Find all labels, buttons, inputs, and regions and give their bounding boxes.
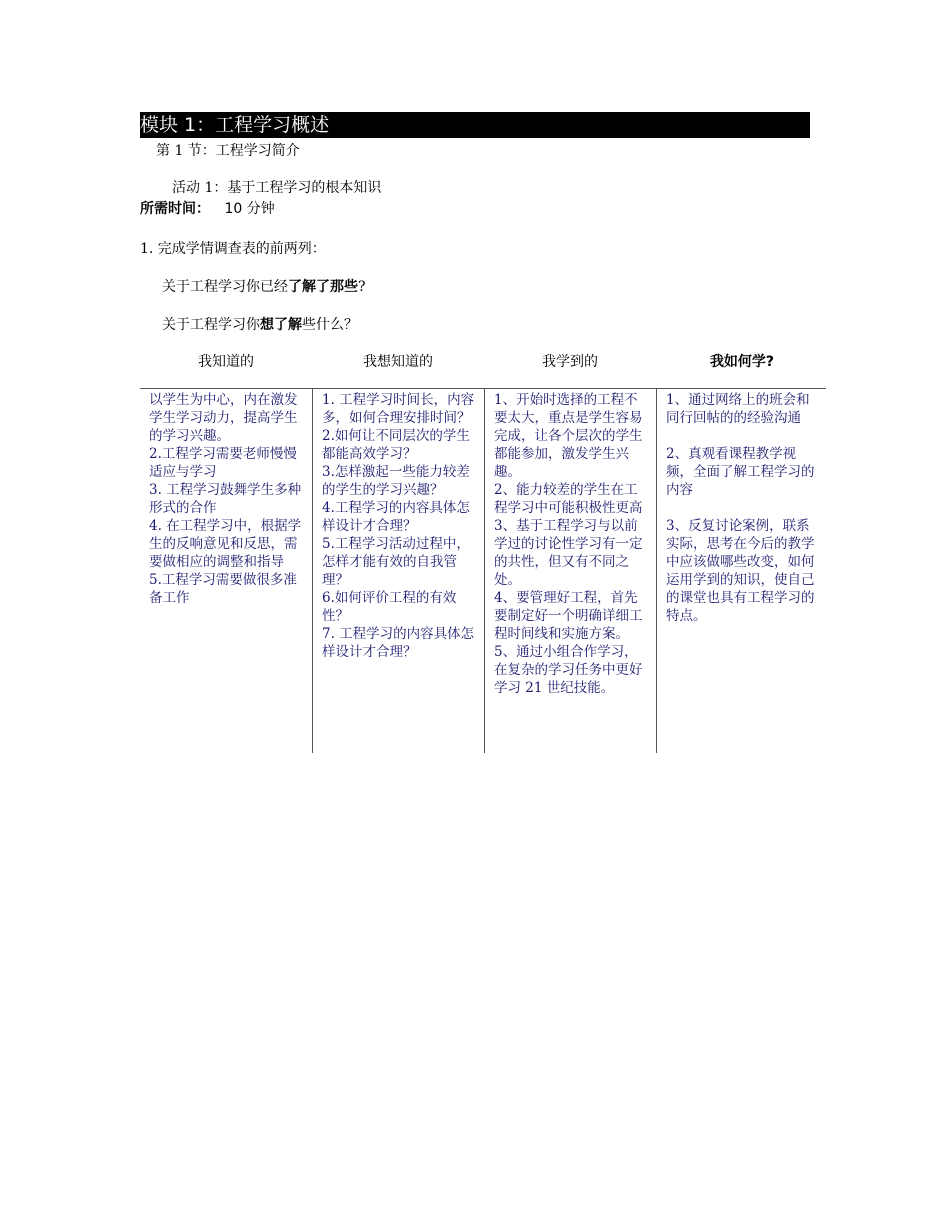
prompt-want-emphasis: 想了解 xyxy=(260,317,302,333)
list-item: 6.如何评价工程的有效性？ xyxy=(322,590,457,624)
activity-title: 活动 1：基于工程学习的根本知识 xyxy=(172,180,382,196)
list-item: 3.怎样激起一些能力较差的学生的学习兴趣？ xyxy=(322,464,470,498)
column-header-want: 我想知道的 xyxy=(363,354,433,370)
list-item: 3、基于工程学习与以前学过的讨论性学习有一定的共性，但又有不同之处。 xyxy=(494,518,643,588)
section-title: 第 1 节：工程学习简介 xyxy=(156,143,300,159)
list-item: 4.工程学习的内容具体怎样设计才合理？ xyxy=(322,500,470,534)
list-item: 5、通过小组合作学习，在复杂的学习任务中更好学习 21 世纪技能。 xyxy=(494,644,643,696)
list-item: 1、开始时选择的工程不要太大，重点是学生容易完成，让各个层次的学生都能参加，激发学生兴趣。 xyxy=(494,392,643,480)
list-item: 1、通过网络上的班会和同行回帖的的经验沟通 xyxy=(666,392,810,426)
time-required xyxy=(140,200,275,218)
column-header-how: 我如何学? xyxy=(709,354,775,370)
list-item: 2.如何让不同层次的学生都能高效学习？ xyxy=(322,428,470,462)
list-item: 3. 工程学习鼓舞学生多种形式的合作 xyxy=(149,482,302,516)
list-item: 5.工程学习活动过程中，怎样才能有效的自我管理？ xyxy=(322,536,470,588)
cell-want xyxy=(312,389,484,753)
list-item: 4. 在工程学习中，根据学生的反响意见和反思，需要做相应的调整和指导 xyxy=(149,518,302,570)
list-item: 2、能力较差的学生在工程学习中可能积极性更高 xyxy=(494,482,643,516)
cell-how xyxy=(656,389,826,753)
list-item: 4、要管理好工程，首先要制定好一个明确详细工程时间线和实施方案。 xyxy=(494,590,643,642)
prompt-known xyxy=(162,278,366,296)
cell-know xyxy=(140,389,312,753)
time-value: 10 分钟 xyxy=(224,201,275,217)
module-title: 模块 1：工程学习概述 xyxy=(140,112,810,138)
cell-learned xyxy=(484,389,656,753)
survey-table xyxy=(140,388,826,753)
time-label: 所需时间： xyxy=(140,201,210,217)
question-1: 1. 完成学情调查表的前两列： xyxy=(140,241,326,257)
list-item: 1. 工程学习时间长，内容多，如何合理安排时间？ xyxy=(322,392,475,426)
column-header-learned: 我学到的 xyxy=(542,354,598,370)
prompt-known-text: 关于工程学习你已经 xyxy=(162,279,288,295)
prompt-want-end: 些什么？ xyxy=(302,317,358,333)
prompt-known-emphasis: 了解了那些 xyxy=(288,279,358,295)
prompt-want xyxy=(162,316,358,334)
list-item: 7. 工程学习的内容具体怎样设计才合理？ xyxy=(322,626,475,660)
list-item: 以学生为中心，内在激发学生学习动力，提高学生的学习兴趣。 xyxy=(149,392,298,444)
column-header-know: 我知道的 xyxy=(198,354,254,370)
list-item: 3、反复讨论案例，联系实际，思考在今后的教学中应该做哪些改变，如何运用学到的知识，使自己的课堂也具有工程学习的特点。 xyxy=(666,518,815,624)
prompt-known-end: ? xyxy=(358,279,366,295)
list-item: 2.工程学习需要老师慢慢适应与学习 xyxy=(149,446,297,480)
list-item: 2、真观看课程教学视频，全面了解工程学习的内容 xyxy=(666,446,815,498)
list-item: 5.工程学习需要做很多准备工作 xyxy=(149,572,297,606)
prompt-want-text: 关于工程学习你 xyxy=(162,317,260,333)
